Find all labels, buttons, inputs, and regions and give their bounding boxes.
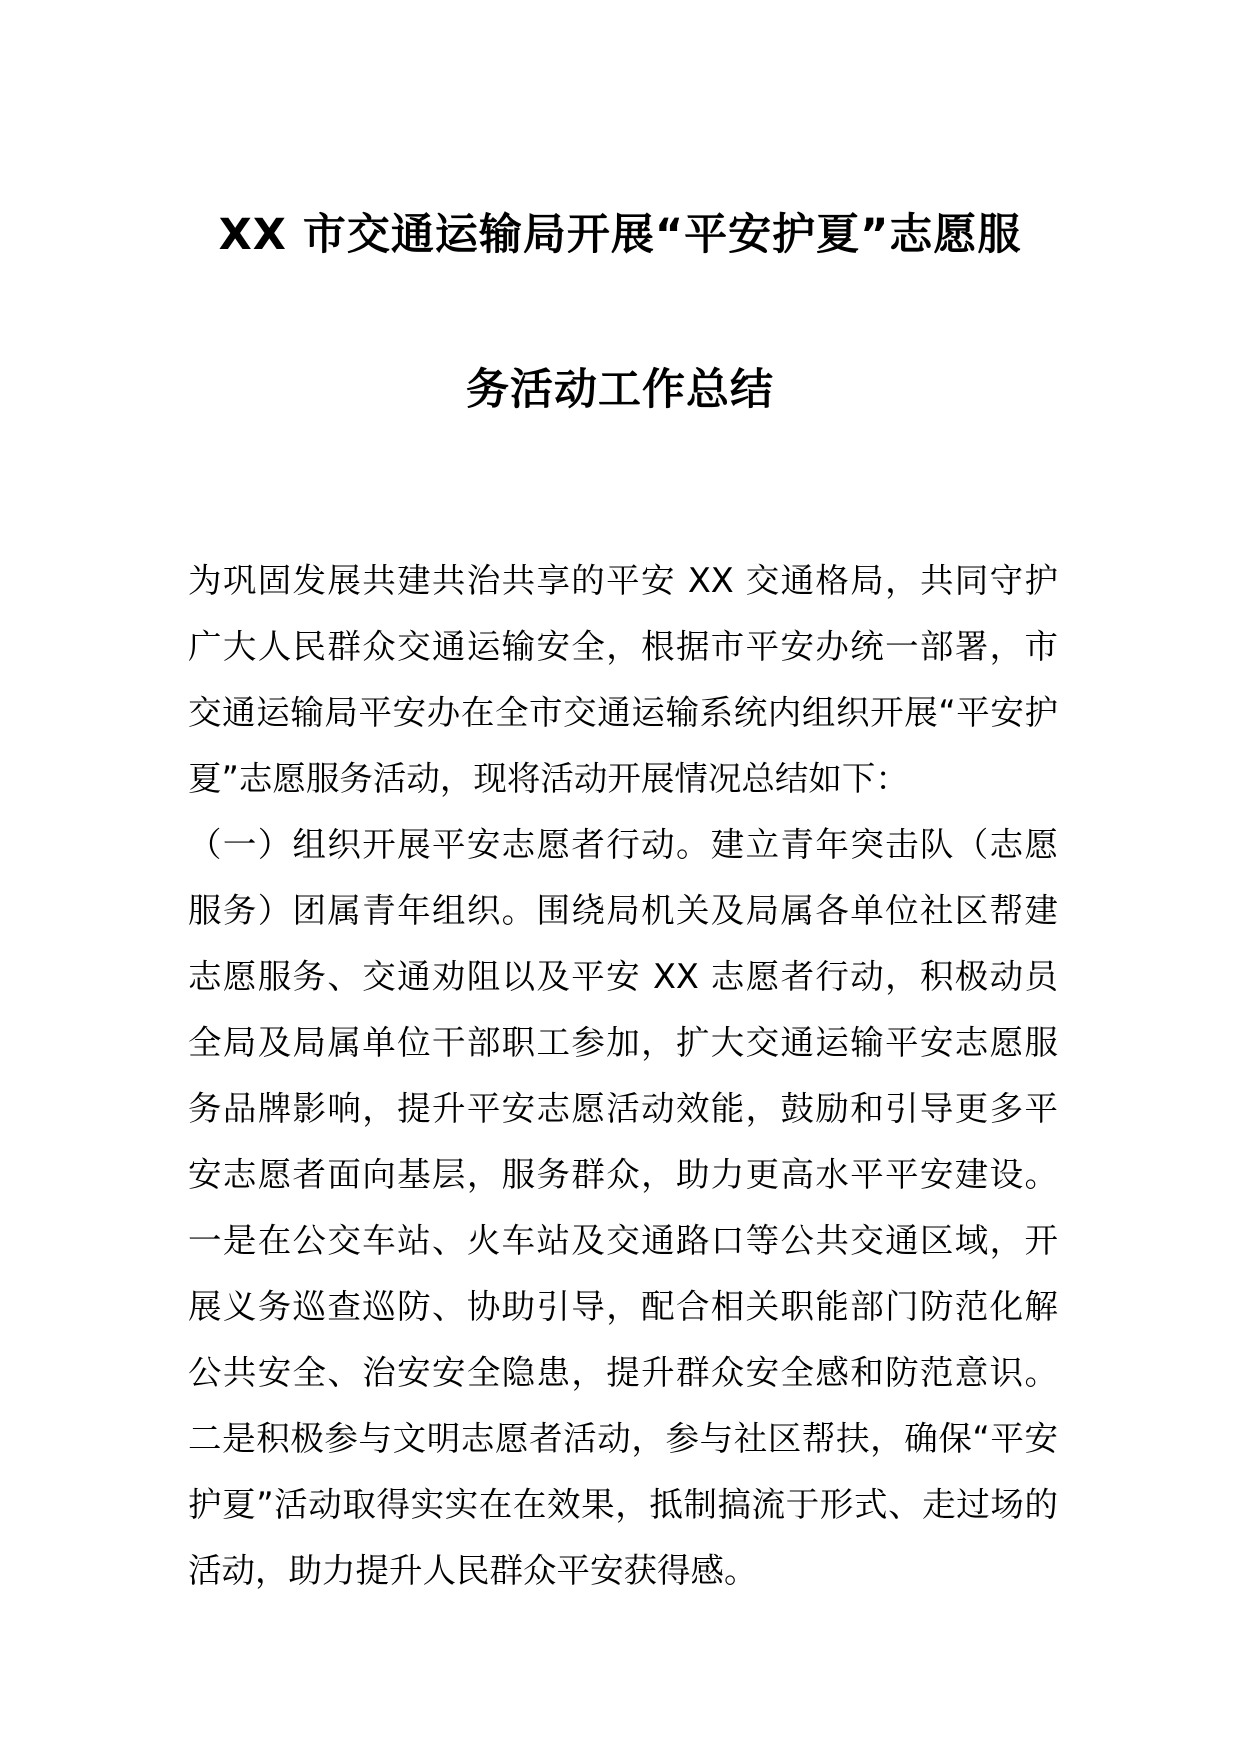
intro-paragraph: 为巩固发展共建共治共享的平安 XX 交通格局，共同守护广大人民群众交通运输安全，根据市平安办统一部署，市交通运输局平安办在全市交通运输系统内组织开展“平安护夏”志愿服务活动，现将活动开展情况总结如下： [188, 561, 1058, 798]
document-title-line-1: XX 市交通运输局开展“平安护夏”志愿服 [218, 210, 1022, 260]
section-one-paragraph: （一）组织开展平安志愿者行动。建立青年突击队（志愿服务）团属青年组织。围绕局机关及局属各单位社区帮建志愿服务、交通劝阻以及平安 XX 志愿者行动，积极动员全局及局属单位干部职工参加，扩大交通运输平安志愿服务品牌影响，提升平安志愿活动效能，鼓励和引导更多平安志愿者面向基层，服务群众，助力更高水平平安建设。一是在公交车站、火车站及交通路口等公共交通区域，开展义务巡查巡防、协助引导，配合相关职能部门防范化解公共安全、治安安全隐患，提升群众安全感和防范意识。二是积极参与文明志愿者活动，参与社区帮扶，确保“平安护夏”活动取得实实在在效果，抵制搞流于形式、走过场的活动，助力提升人民群众平安获得感。 [188, 825, 1058, 1590]
document-title-line-2: 务活动工作总结 [466, 365, 774, 415]
document-body [188, 548, 1058, 1604]
